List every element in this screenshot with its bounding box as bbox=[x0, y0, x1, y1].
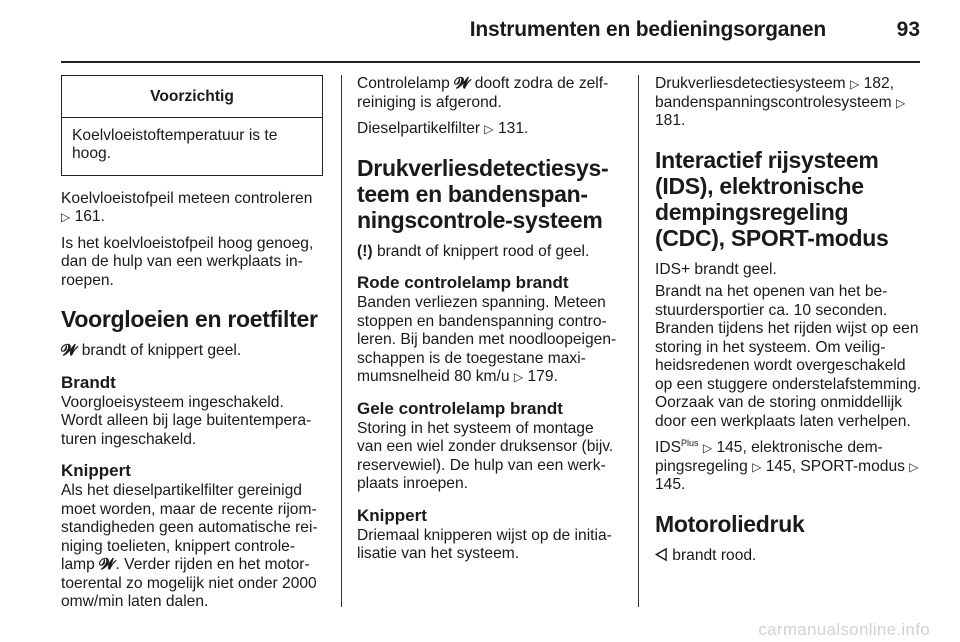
subheading-red-lamp: Rode controlelamp brandt bbox=[357, 273, 569, 292]
ids-status-paragraph: IDS+ brandt geel. bbox=[655, 260, 777, 278]
page-reference-arrow-icon: ▷ bbox=[752, 459, 762, 474]
tyre-refs-paragraph bbox=[655, 75, 923, 131]
lamp-off-paragraph bbox=[357, 75, 622, 112]
ids-description-paragraph: Brandt na het openen van het bestuurdersportier ca. 10 seconden. Branden tijdens het rijden wijst op een storing in het systeem. Om veiligheidsredenen wordt overgeschakeld op een stuggere onderstelafstemming. Oorzaak van de storing onmiddellijk door een werkplaats laten verhelpen. bbox=[655, 283, 922, 430]
page-reference-arrow-icon: ▷ bbox=[61, 210, 71, 224]
knippert-text-1: Als het dieselpartikelfilter gereinigd moet worden, maar de recente rijomstandigheden geen automatische reiniging toelieten, knippert controlelamp bbox=[61, 482, 318, 573]
oil-status-text: brandt rood. bbox=[672, 546, 757, 564]
caution-box bbox=[61, 75, 323, 176]
glow-plug-icon: 𝓦 bbox=[99, 556, 116, 573]
subheading-brandt: Brandt bbox=[61, 372, 116, 392]
oil-status-paragraph bbox=[655, 547, 923, 566]
page-reference-arrow-icon: ▷ bbox=[850, 77, 860, 91]
lamp-off-text-b: dooft zodra de zelfreiniging is afgerond. bbox=[357, 75, 609, 111]
column-1 bbox=[61, 75, 323, 620]
column-3 bbox=[655, 75, 923, 573]
brandt-paragraph: Voorgloeisysteem ingeschakeld. Wordt alleen bij lage buitentemperaturen ingeschakeld. bbox=[61, 393, 312, 448]
red-lamp-paragraph bbox=[357, 294, 622, 387]
caution-body: Koelvloeistoftemperatuur is te hoog. bbox=[72, 126, 278, 162]
watermark: carmanualsonline.info bbox=[758, 620, 930, 639]
dpf-page-ref[interactable]: 131. bbox=[497, 120, 529, 137]
column-divider-1 bbox=[341, 75, 342, 607]
knippert-text-2: . Verder rijden en het motortoerental zo mogelijk niet onder 2000 omw/min laten dalen. bbox=[61, 556, 317, 610]
caution-title: Voorzichtig bbox=[62, 76, 322, 118]
tyre-refs-text-b: bandenspanningscontrolesysteem bbox=[655, 93, 892, 111]
dpf-text: Dieselpartikelfilter bbox=[357, 120, 481, 137]
red-lamp-text: Banden verliezen spanning. Meteen stoppen en bandenspanning controleren. Bij banden met noodloopeigenschappen is de toegestane maximumsnelheid 80 km/u bbox=[357, 294, 617, 385]
glow-status-text: brandt of knippert geel. bbox=[81, 342, 242, 359]
page-reference-arrow-icon: ▷ bbox=[513, 370, 524, 384]
dpf-ref-paragraph bbox=[357, 120, 622, 139]
page-header-title: Instrumenten en bedieningsorganen bbox=[469, 18, 826, 41]
tyre-refs-page-ref-1[interactable]: 182, bbox=[863, 75, 894, 92]
ids-page-ref-3[interactable]: 145. bbox=[655, 476, 686, 493]
header-divider bbox=[61, 61, 920, 63]
coolant-level-paragraph: Is het koelvloeistofpeil hoog genoeg, dan de hulp van een werkplaats inroepen. bbox=[61, 234, 314, 289]
lamp-off-text-a: Controlelamp bbox=[357, 75, 450, 92]
section-heading-tyre: Drukverliesdetectiesysteem en bandenspanningscontrole-systeem bbox=[357, 154, 609, 233]
tyre-status-text: brandt of knippert rood of geel. bbox=[376, 242, 590, 260]
coolant-check-text: Koelvloeistofpeil meteen controleren bbox=[61, 189, 313, 207]
tyre-pressure-icon: (!) bbox=[357, 242, 373, 260]
section-heading-glow: Voorgloeien en roetfilter bbox=[61, 306, 318, 332]
glow-plug-icon: 𝓦 bbox=[454, 75, 471, 92]
subheading-yellow-lamp: Gele controlelamp brandt bbox=[357, 398, 563, 418]
tyre-status-paragraph bbox=[357, 243, 622, 262]
section-heading-ids: Interactief rijsysteem (IDS), elektronische dempingsregeling (CDC), SPORT-modus bbox=[655, 146, 889, 251]
ids-plus-superscript: Plus bbox=[681, 437, 699, 448]
coolant-page-ref[interactable]: 161. bbox=[74, 208, 105, 225]
knippert-2-paragraph: Driemaal knipperen wijst op de initialisatie van het systeem. bbox=[357, 526, 612, 562]
ids-page-ref-1[interactable]: 145, elektronische dempingsregeling bbox=[655, 439, 883, 475]
knippert-paragraph bbox=[61, 482, 323, 612]
subheading-knippert-2: Knippert bbox=[357, 505, 427, 525]
page-reference-arrow-icon: ▷ bbox=[702, 441, 713, 455]
ids-refs-paragraph bbox=[655, 439, 923, 495]
glow-plug-icon: 𝓦 bbox=[61, 342, 78, 359]
section-heading-oil: Motoroliedruk bbox=[655, 510, 805, 537]
yellow-lamp-paragraph: Storing in het systeem of montage van een wiel zonder druksensor (bijv. reservewiel). De hulp van een werkplaats inroepen. bbox=[357, 419, 614, 492]
page-reference-arrow-icon: ▷ bbox=[896, 95, 906, 110]
ids-refs-label: IDS bbox=[655, 439, 681, 456]
ids-page-ref-2[interactable]: 145, SPORT-modus bbox=[765, 457, 905, 475]
red-lamp-page-ref[interactable]: 179. bbox=[527, 368, 558, 385]
coolant-check-paragraph bbox=[61, 190, 323, 227]
subheading-knippert: Knippert bbox=[61, 461, 131, 480]
column-2 bbox=[357, 75, 622, 572]
page-number: 93 bbox=[896, 18, 920, 41]
page-reference-arrow-icon: ▷ bbox=[484, 122, 494, 136]
tyre-refs-page-ref-2[interactable]: 181. bbox=[655, 112, 686, 129]
page-reference-arrow-icon: ▷ bbox=[909, 459, 919, 474]
glow-status-paragraph bbox=[61, 342, 323, 361]
column-divider-2 bbox=[638, 75, 639, 607]
tyre-refs-text-a: Drukverliesdetectiesysteem bbox=[655, 75, 846, 92]
oil-can-icon: ⨞ bbox=[655, 546, 668, 564]
